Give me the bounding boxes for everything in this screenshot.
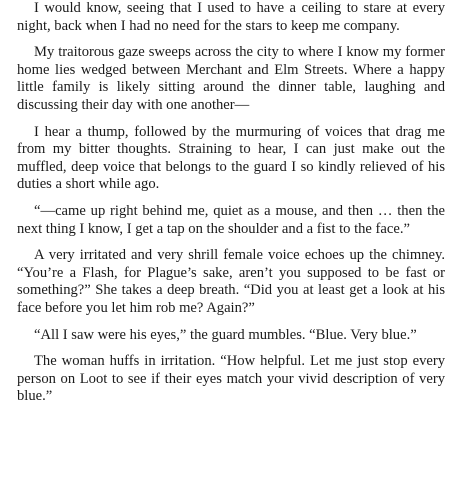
paragraph-3: I hear a thump, followed by the murmuring of voices that drag me from my bitter thoughts. Straining to hear, I can just make out the muffled, deep voice that belongs to the guard I so kindly relieved of his duties a short while ago. [17, 123, 445, 193]
paragraph-1: I would know, seeing that I used to have a ceiling to stare at every night, back when I had no need for the stars to keep me company. [17, 0, 445, 34]
paragraph-4: “—came up right behind me, quiet as a mouse, and then … then the next thing I know, I get a tap on the shoulder and a fist to the face.” [17, 202, 445, 237]
paragraph-2: My traitorous gaze sweeps across the city to where I know my former home lies wedged between Merchant and Elm Streets. Where a happy little family is likely sitting around the dinner table, laughing and discussing their day with one another— [17, 44, 445, 113]
book-page [17, 0, 445, 415]
paragraph-6: “All I saw were his eyes,” the guard mumbles. “Blue. Very blue.” [34, 326, 417, 343]
paragraph-5: A very irritated and very shrill female voice echoes up the chimney. “You’re a Flash, for Plague’s sake, aren’t you supposed to be fast or something?” She takes a deep breath. “Did you at least get a look at his face before you let him rob me? Again?” [17, 247, 445, 316]
paragraph-7: The woman huffs in irritation. “How helpful. Let me just stop every person on Loot to see if their eyes match your vivid description of very blue.” [17, 353, 445, 405]
